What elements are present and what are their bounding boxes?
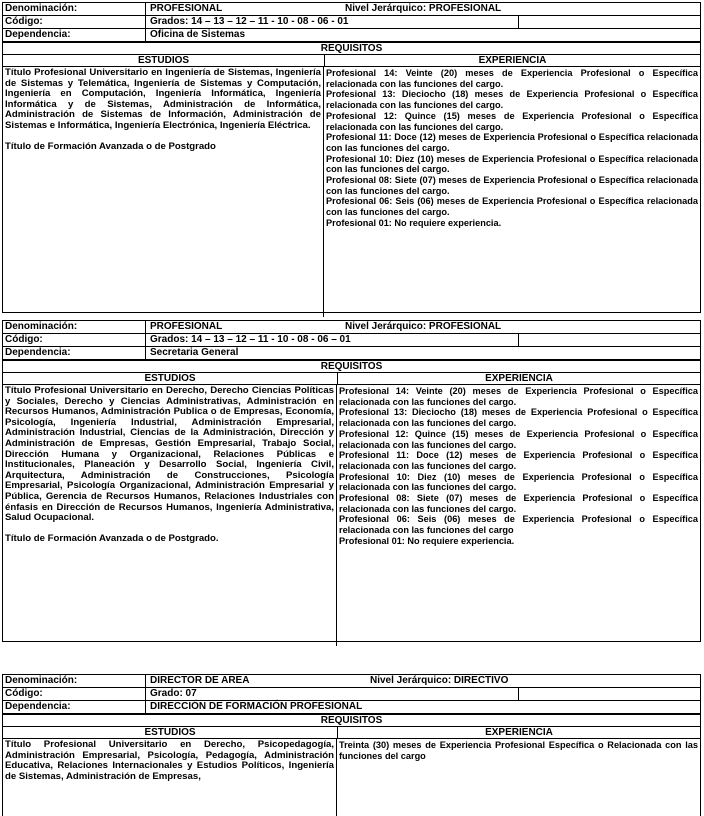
experiencia-item: Profesional 08: Siete (07) meses de Experiencia Profesional o Específica relacionada con las funciones del cargo.: [326, 175, 698, 196]
estudios-cell: [3, 385, 337, 646]
dependencia-row: [3, 347, 700, 361]
experiencia-item: Profesional 11: Doce (12) meses de Experiencia Profesional o Específica relacionada con las funciones del cargo.: [339, 450, 698, 471]
dependencia-value: DIRECCIÓN DE FORMACIÓN PROFESIONAL: [150, 701, 363, 712]
experiencia-item: Profesional 10: Diez (10) meses de Experiencia Profesional o Específica relacionada con las funciones del cargo.: [339, 471, 698, 493]
experiencia-cell: [337, 739, 700, 816]
experiencia-item: Profesional 13: Dieciocho (18) meses de Experiencia Profesional o Específica relacionada con las funciones del cargo.: [326, 89, 698, 111]
postgrado-text: Título de Formación Avanzada o de Postgrado: [5, 140, 216, 152]
estudios-text: Título Profesional Universitario en Derecho, Psicopedagogía, Administración Empresarial, Psicología, Pedagogía, Administración Educativa, Relaciones Internacionales y Estudios Políticos, Ingeniería de Sistemas, Administración de Empresas,: [5, 739, 334, 782]
requisitos-heading: REQUISITOS: [3, 715, 700, 727]
nivel-jerarquico: Nivel Jerárquico: PROFESIONAL: [345, 321, 502, 332]
requisitos-heading: REQUISITOS: [3, 361, 700, 373]
estudios-cell: [3, 739, 337, 816]
experiencia-heading: EXPERIENCIA: [485, 727, 553, 738]
estudios-text: Título Profesional Universitario en Derecho, Derecho Ciencias Políticas y Sociales, Derecho y Ciencias Administrativas, Administración en Recursos Humanos, Administración Publica o de Empresas, Economía, Psicología, Ingeniería Industrial, Administración Empresarial, Administración Industrial, Ciencias de la Administración, Dirección y Administración de Empresas, Gestión Empresarial, Trabajo Social, Dirección Humana y Organizacional, Relaciones Públicas e Institucionales, Planeación y Desarrollo Social, Ingeniería Civil, Arquitectura, Administración de Construcciones, Psicología Empresarial, Psicología Organizacional, Administración Empresarial y Pública, Gerencia de Recursos Humanos, Relaciones Industriales con énfasis en Dirección de Recursos Humanos, Ingeniería Administrativa, Salud Ocupacional.: [5, 385, 334, 524]
dependencia-label: Dependencia:: [3, 29, 146, 41]
nivel-jerarquico: Nivel Jerárquico: PROFESIONAL: [345, 3, 502, 14]
experiencia-cell: [324, 67, 700, 317]
experiencia-heading: EXPERIENCIA: [485, 373, 553, 384]
experiencia-item: Profesional 10: Diez (10) meses de Experiencia Profesional o Específica relacionada con las funciones del cargo.: [326, 153, 698, 175]
denominacion-row: [3, 321, 700, 334]
experiencia-item: Profesional 12: Quince (15) meses de Experiencia Profesional o Específica relacionada con las funciones del cargo.: [326, 110, 698, 132]
codigo-label: Código:: [3, 334, 146, 346]
denominacion-label: Denominación:: [3, 675, 146, 687]
estudios-cell: [3, 67, 324, 317]
job-block-2: [2, 320, 701, 642]
experiencia-item: Profesional 01: No requiere experiencia.: [339, 535, 515, 546]
dependencia-row: [3, 701, 700, 715]
dependencia-value: Secretaria General: [150, 347, 239, 358]
dependencia-label: Dependencia:: [3, 701, 146, 713]
job-block-3: [2, 674, 701, 816]
estudios-text: Título Profesional Universitario en Ingeniería de Sistemas, Ingeniería de Sistemas y Telemática, Ingeniería de Sistemas y Computación, Ingeniería en Computación, Ingeniería Informática, Ingeniería Informática y de Sistemas, Administración de Informática, Administración de Sistemas de Información, Administración de Sistemas e Informática, Ingeniería Electrónica, Ingeniería Eléctrica.: [5, 67, 321, 131]
denominacion-label: Denominación:: [3, 3, 146, 15]
denominacion-value: DIRECTOR DE AREA: [150, 675, 250, 686]
experiencia-cell: [337, 385, 700, 646]
estudios-heading: ESTUDIOS: [3, 727, 338, 738]
codigo-row: [3, 334, 700, 347]
experiencia-heading: EXPERIENCIA: [478, 55, 547, 66]
experiencia-item: Profesional 06: Seis (06) meses de Experiencia Profesional o Específica relacionada con las funciones del cargo: [339, 514, 698, 536]
experiencia-item: Profesional 12: Quince (15) meses de Experiencia Profesional o Específica relacionada con las funciones del cargo.: [339, 428, 698, 450]
dependencia-row: [3, 29, 700, 43]
job-block-1: [2, 2, 701, 313]
codigo-row: [3, 16, 700, 29]
experiencia-item: Profesional 11: Doce (12) meses de Experiencia Profesional o Específica relacionada con las funciones del cargo.: [326, 132, 698, 153]
codigo-value: Grado: 07: [146, 688, 519, 700]
estudios-heading: ESTUDIOS: [3, 55, 325, 66]
denominacion-row: [3, 675, 700, 688]
codigo-value: Grados: 14 – 13 – 12 – 11 - 10 - 08 - 06 - 01: [146, 16, 519, 28]
experiencia-item: Profesional 06: Seis (06) meses de Experiencia Profesional o Específica relacionada con las funciones del cargo.: [326, 196, 698, 218]
codigo-label: Código:: [3, 16, 146, 28]
experiencia-item: Profesional 08: Siete (07) meses de Experiencia Profesional o Específica relacionada con las funciones del cargo.: [339, 493, 698, 514]
experiencia-item: Treinta (30) meses de Experiencia Profesional Específica o Relacionada con las funciones del cargo: [339, 740, 698, 761]
dependencia-label: Dependencia:: [3, 347, 146, 359]
denominacion-value: PROFESIONAL: [150, 3, 223, 14]
codigo-label: Código:: [3, 688, 146, 700]
experiencia-item: Profesional 13: Dieciocho (18) meses de Experiencia Profesional o Específica relacionada con las funciones del cargo.: [339, 407, 698, 429]
denominacion-row: [3, 3, 700, 16]
denominacion-label: Denominación:: [3, 321, 146, 333]
nivel-jerarquico: Nivel Jerárquico: DIRECTIVO: [370, 675, 509, 686]
postgrado-text: Título de Formación Avanzada o de Postgrado.: [5, 532, 219, 544]
requisitos-heading: REQUISITOS: [3, 43, 700, 55]
dependencia-value: Oficina de Sistemas: [150, 29, 246, 40]
estudios-heading: ESTUDIOS: [3, 373, 338, 384]
experiencia-item: Profesional 14: Veinte (20) meses de Experiencia Profesional o Específica relacionada con las funciones del cargo.: [339, 386, 698, 407]
codigo-row: [3, 688, 700, 701]
experiencia-item: Profesional 01: No requiere experiencia.: [326, 217, 502, 228]
denominacion-value: PROFESIONAL: [150, 321, 223, 332]
codigo-value: Grados: 14 – 13 – 12 – 11 - 10 - 08 - 06 – 01: [146, 334, 519, 346]
experiencia-item: Profesional 14: Veinte (20) meses de Experiencia Profesional o Específica relacionada con las funciones del cargo.: [326, 68, 698, 89]
